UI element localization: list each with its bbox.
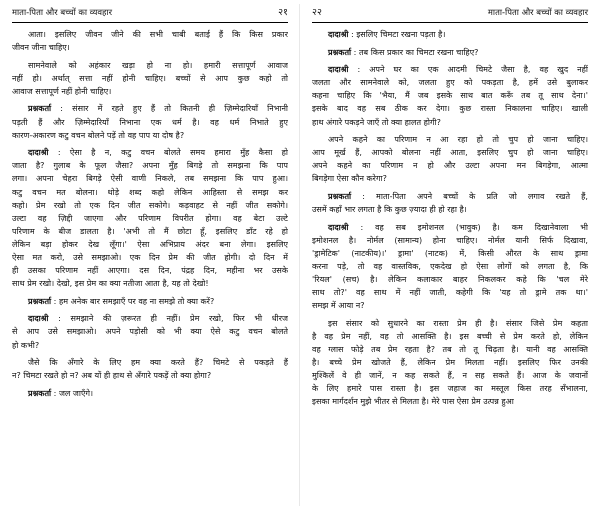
paragraph bbox=[12, 312, 288, 351]
speaker-label: प्रश्नकर्ता bbox=[328, 47, 352, 57]
text-line bbox=[12, 146, 288, 159]
text-line bbox=[312, 221, 588, 234]
text-line bbox=[312, 63, 588, 76]
running-title: माता-पिता और बच्चों का व्यवहार bbox=[487, 7, 588, 17]
page-header bbox=[12, 5, 288, 23]
text-line: साथ तो?' वह साथ में नहीं जाती, कहेगी कि 'यह तो ड्रामे तक था।' bbox=[312, 288, 588, 298]
paragraph bbox=[12, 356, 288, 382]
paragraph bbox=[312, 317, 588, 409]
text-line: करना पड़े, तो वह वास्तविक, एकदेख हो ऐसा लोगों को लगता है, कि bbox=[312, 262, 588, 271]
speaker-label: प्रश्नकर्ता bbox=[328, 192, 352, 202]
speaker-label: दादाश्री bbox=[28, 148, 49, 158]
text-line: परिणाम के बीज डालता है। 'अभी तो मैं छोटा हूँ, इसलिए डाँट रहे हो bbox=[12, 226, 288, 236]
line-text: : हम अनेक बार समझाएँ पर वह ना समझे तो क्या करें? bbox=[51, 296, 215, 306]
text-line bbox=[312, 28, 588, 41]
text-line: उसमें कहाँ भार लगता है कि कुछ ज़्यादा ही हो रहा है। bbox=[312, 205, 467, 215]
paragraph bbox=[12, 295, 288, 308]
text-line bbox=[312, 46, 588, 59]
line-text: सामनेवाले को अहंकार खड़ा हो ना हो। हमारी सत्तापूर्ण आवाज bbox=[28, 60, 288, 70]
text-line: कहो। प्रेम रखो तो एक दिन जीत सकोगे। कड़वाहट से नहीं जीत सकोगे। bbox=[12, 200, 288, 210]
text-line: ही उसका परिणाम नहीं आएगा। दस दिन, पंद्रह दिन, महीना भर उसके bbox=[12, 266, 288, 276]
text-line: इसके बाद वह सब ठीक कर देगा। कुछ रास्ता निकालना चाहिए। खाली bbox=[312, 104, 588, 114]
paragraph bbox=[312, 133, 588, 185]
line-text: जैसे कि अँगारे के लिए हम क्या करते हैं? चिमटे से पकड़ते हैं bbox=[28, 358, 288, 368]
text-line: ऐसा मत करो, उसे समझाओ। एक दिन प्रेम की जीत होगी। दो दिन में bbox=[12, 253, 288, 262]
text-line: के लिए हमारे पास रास्ता है। इस जहाज का मस्तूल किस तरह सँभालना, bbox=[312, 384, 588, 394]
running-title: माता-पिता और बच्चों का व्यवहार bbox=[12, 7, 113, 17]
text-line: इसका मार्गदर्शन मुझे भीतर से मिलता है। मेरे पास ऐसा प्रेम उत्पन्न हुआ bbox=[312, 397, 514, 407]
text-line: कहना चाहिए कि 'भैया, मैं जब इसके साथ बात करूँ तब तू साथ देना।' bbox=[312, 91, 588, 101]
gutter-divider bbox=[299, 4, 300, 506]
line-text: : ऐसा है न, कटु वचन बोलते समय हमारा मुँह कैसा हो bbox=[48, 148, 288, 158]
text-line: कटु वचन मत बोलना। थोड़े शब्द कहो लेकिन आहिस्ता से समझ कर bbox=[12, 187, 288, 197]
page-header bbox=[312, 5, 588, 23]
paragraph bbox=[12, 102, 288, 141]
text-line: नहीं हो। अर्थात् सत्ता नहीं होनी चाहिए। बच्चों से आप कुछ कहो तो bbox=[12, 73, 288, 83]
paragraph bbox=[312, 28, 588, 41]
text-line bbox=[312, 190, 588, 203]
line-text: : अपने घर का एक आदमी चिमटे जैसा है, वह खुद नहीं bbox=[348, 65, 588, 75]
text-line: आप मूर्ख हैं, आपको बोलना नहीं आता, इसलिए चुप हो जाना चाहिए। bbox=[312, 148, 588, 158]
line-text: : जल जाएँगे। bbox=[51, 388, 94, 398]
line-text: इस संसार को सुधारने का रास्ता प्रेम ही है। संसार जिसे प्रेम कहता bbox=[328, 318, 588, 328]
text-line: उल्टा वह ज़िद्दी जाएगा और परिणाम विपरीत होगा। वह बेटा उल्टे bbox=[12, 213, 288, 223]
line-text: : माता-पिता अपने बच्चों के प्रति जो लगाव रखते हैं, bbox=[351, 192, 588, 202]
text-line: आवाज सत्तापूर्ण नहीं होनी चाहिए। bbox=[12, 86, 112, 96]
paragraph bbox=[12, 146, 288, 290]
paragraph bbox=[12, 28, 288, 54]
speaker-label: दादाश्री bbox=[328, 222, 349, 232]
page-body bbox=[12, 28, 288, 400]
text-line: बिगड़ेगा ऐसा कौन करेगा? bbox=[312, 174, 387, 184]
line-text: अपने कहने का परिणाम न आ रहा हो तो चुप हो जाना चाहिए। bbox=[328, 135, 588, 145]
line-text: : संसार में रहते हुए हैं तो कितनी ही ज़िम्मेदारियाँ निभानी bbox=[51, 104, 288, 114]
text-line: साथ प्रेम रखो। देखो, इस प्रेम का क्या नतीजा आता है, यह तो देखो! bbox=[12, 279, 209, 289]
text-line: समझ में आया न? bbox=[312, 301, 365, 311]
line-text: : इसलिए चिमटा रखना पड़ता है। bbox=[348, 30, 446, 39]
text-line: जलता और सामनेवाले को, जलता हुए को पकड़ता है, हमें उसे बुलाकर bbox=[312, 78, 588, 88]
text-line: लगा। अपना चेहरा बिगड़े ऐसी वाणी निकले, तब समझना कि पाप हुआ। bbox=[12, 174, 288, 184]
text-line bbox=[12, 356, 288, 369]
speaker-label: दादाश्री bbox=[328, 30, 349, 39]
text-line: हो कभी? bbox=[12, 340, 40, 350]
left-page bbox=[4, 0, 296, 510]
paragraph bbox=[12, 387, 288, 400]
paragraph bbox=[312, 63, 588, 128]
paragraph bbox=[312, 190, 588, 216]
page-number: २१ bbox=[278, 7, 288, 18]
speaker-label: प्रश्नकर्ता bbox=[28, 388, 52, 398]
text-line bbox=[12, 102, 288, 115]
paragraph bbox=[312, 46, 588, 59]
text-line: हाथ अंगारे पकड़ने जाएँ तो क्या हालत होगी? bbox=[312, 117, 441, 127]
text-line bbox=[12, 59, 288, 72]
text-line bbox=[312, 317, 588, 330]
text-line: न? चिमटा रखते हो न? अब यों ही हाथ से अँगारे पकड़ें तो क्या होगा? bbox=[12, 371, 212, 381]
page-number: २२ bbox=[312, 7, 322, 18]
paragraph bbox=[312, 221, 588, 313]
text-line bbox=[12, 28, 288, 41]
text-line: इमोशनल है। नोर्मल (सामान्य) होना चाहिए। नोर्मल यानी सिर्फ दिखावा, bbox=[312, 235, 588, 245]
text-line: जाता है? गुलाब के फूल जैसा? अपना मुँह बिगड़े तो समझना कि पाप bbox=[12, 161, 288, 171]
text-line: जीवन जीना चाहिए। bbox=[12, 43, 70, 53]
text-line bbox=[12, 295, 288, 308]
line-text: : वह सब इमोशनल (भावुक) है। कम दिखानेवाला भी bbox=[348, 222, 588, 232]
text-line: है वह प्रेम नहीं, वह तो आसक्ति है। इस बच्ची से प्रेम करते हो, लेकिन bbox=[312, 331, 588, 341]
text-line: अपने कहने का परिणाम न हो और उल्टा अपना मन बिगड़ेगा, आत्मा bbox=[312, 161, 588, 171]
text-line bbox=[12, 387, 288, 400]
text-line: 'ड्रामेटिक' (नाटकीय)।' ड्रामा' (नाटक) में, किसी औरत के साथ ड्रामा bbox=[312, 248, 588, 258]
text-line: पड़ती हैं और ज़िम्मेदारियाँ निभाना एक धर्म है। वह धर्म निभाते हुए bbox=[12, 117, 288, 127]
text-line: है। बच्चे प्रेम खोजते हैं, लेकिन प्रेम मिलता नहीं। इसलिए फिर उनकी bbox=[312, 358, 588, 368]
line-text: : तब किस प्रकार का चिमटा रखना चाहिए? bbox=[351, 47, 479, 57]
speaker-label: प्रश्नकर्ता bbox=[28, 104, 52, 114]
text-line: मुश्किलें वे ही जानें, न कह सकते हैं, न सह सकते हैं। आज के जवानों bbox=[312, 371, 588, 381]
text-line bbox=[312, 133, 588, 146]
text-line: 'रियल' (सच) है। लेकिन कलाकार बाहर निकलकर कहे कि 'चल मेरे bbox=[312, 275, 588, 285]
text-line: कारण-अकारण कटु वचन बोलने पड़ें तो वह पाप या दोष है? bbox=[12, 130, 185, 140]
right-page bbox=[304, 0, 596, 510]
text-line: लेकिन बड़ा होकर देख लूँगा।' ऐसा अभिप्राय अंदर बना लेगा। इसलिए bbox=[12, 239, 288, 249]
text-line: वह ग्लास फोड़े तब प्रेम रहता है? तब तो तू चिढ़ता है। यानी वह आसक्ति bbox=[312, 345, 588, 355]
line-text: : समझाने की ज़रूरत ही नहीं। प्रेम रखो, फिर भी धीरज bbox=[48, 314, 288, 324]
speaker-label: दादाश्री bbox=[328, 65, 349, 75]
page-body bbox=[312, 28, 588, 409]
speaker-label: दादाश्री bbox=[28, 314, 49, 324]
text-line: से आप उसे समझाओ। अपने पड़ोसी को भी क्या ऐसे कटु वचन बोलते bbox=[12, 327, 288, 337]
speaker-label: प्रश्नकर्ता bbox=[28, 296, 52, 306]
text-line bbox=[12, 312, 288, 325]
line-text: आता। इसलिए जीवन जीने की सभी चाबी बताई हैं कि किस प्रकार bbox=[28, 30, 288, 39]
paragraph bbox=[12, 59, 288, 98]
